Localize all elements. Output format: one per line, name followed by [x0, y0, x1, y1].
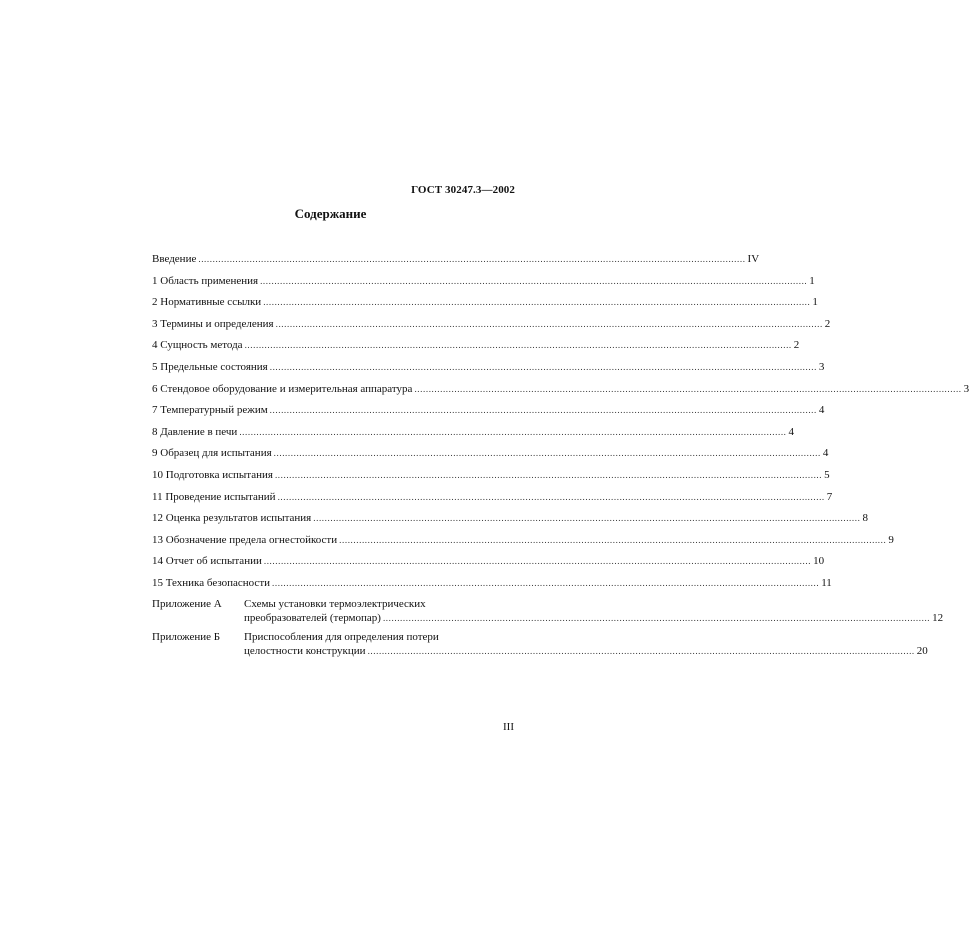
toc-entry-pressure[interactable]: [152, 425, 795, 447]
toc-entry-designation[interactable]: [152, 533, 894, 555]
toc-leader-dots: [198, 252, 745, 266]
toc-leader-dots: [263, 295, 810, 309]
appendix-label: Приложение А: [152, 598, 222, 610]
toc-entry-label: 3 Термины и определения: [152, 317, 274, 330]
toc-entry-label: Введение: [152, 253, 197, 265]
toc-title: Содержание: [294, 206, 367, 221]
toc-entry-label: 6 Стендовое оборудование и измерительная аппаратура: [152, 382, 413, 395]
toc-entry-label: 10 Подготовка испытания: [152, 468, 273, 481]
appendix-page: 20: [916, 645, 928, 657]
toc-leader-dots: [414, 382, 961, 396]
page-number: III: [503, 721, 514, 733]
toc-entry-conducting[interactable]: [152, 490, 833, 512]
toc-entry-page: 4: [788, 425, 795, 438]
toc-entry-page: 4: [822, 447, 829, 460]
toc-entry-page: 2: [793, 339, 800, 352]
appendix-page: 12: [932, 612, 944, 624]
toc-leader-dots: [260, 274, 807, 288]
toc-appendix-b[interactable]: [152, 630, 928, 658]
toc-entry-label: 2 Нормативные ссылки: [152, 296, 262, 309]
toc-entry-limit-states[interactable]: [152, 360, 825, 382]
toc-leader-dots: [239, 425, 786, 439]
toc-leader-dots: [276, 317, 823, 331]
toc-leader-dots: [313, 511, 860, 525]
toc-entry-page: 5: [824, 468, 830, 481]
toc-entry-normative-references[interactable]: [152, 295, 818, 317]
toc-leader-dots: [272, 576, 819, 590]
appendix-label: Приложение Б: [152, 631, 221, 643]
toc-entry-page: 3: [818, 360, 825, 373]
toc-entry-page: 11: [821, 576, 832, 589]
toc-entry-page: 10: [813, 555, 825, 568]
toc-entry-page: 7: [826, 490, 833, 503]
toc-leader-dots: [339, 533, 886, 547]
toc-entry-page: 2: [824, 317, 831, 330]
toc-leader-dots: [368, 644, 915, 658]
toc-entry-label: 13 Обозначение предела огнестойкости: [152, 533, 338, 546]
appendix-title-line2-row: [244, 611, 943, 625]
toc-leader-dots: [275, 468, 822, 482]
toc-entry-evaluation[interactable]: [152, 511, 868, 533]
toc-leader-dots: [274, 446, 821, 460]
toc-entry-label: 4 Сущность метода: [152, 339, 243, 352]
toc-entry-scope[interactable]: [152, 274, 815, 296]
toc-entry-label: 15 Техника безопасности: [152, 576, 271, 589]
toc-entry-label: 8 Давление в печи: [152, 425, 238, 438]
toc-entry-label: 5 Предельные состояния: [152, 360, 268, 373]
toc-entry-label: 14 Отчет об испытании: [152, 555, 262, 568]
toc-leader-dots: [245, 338, 792, 352]
toc-appendix-a[interactable]: [152, 597, 944, 625]
toc-entry-page: 4: [818, 404, 825, 417]
toc-list: [152, 252, 969, 598]
toc-entry-label: 9 Образец для испытания: [152, 447, 272, 460]
toc-entry-page: 1: [809, 274, 815, 287]
toc-entry-label: 12 Оценка результатов испытания: [152, 512, 312, 525]
appendix-title-line2: целостности конструкции: [244, 645, 366, 657]
toc-entry-temperature[interactable]: [152, 403, 825, 425]
toc-entry-page: 1: [812, 296, 818, 309]
toc-leader-dots: [270, 360, 817, 374]
toc-leader-dots: [278, 490, 825, 504]
toc-entry-page: 8: [862, 512, 868, 525]
toc-entry-report[interactable]: [152, 554, 825, 576]
toc-entry-specimen[interactable]: [152, 446, 829, 468]
appendix-body: [244, 630, 928, 658]
toc-entry-terms[interactable]: [152, 317, 831, 339]
toc-entry-label: 7 Температурный режим: [152, 404, 268, 417]
toc-entry-page: 9: [888, 533, 894, 546]
appendix-body: [244, 597, 943, 625]
appendix-title-line1: Схемы установки термоэлектрических: [244, 598, 426, 610]
toc-entry-equipment[interactable]: [152, 382, 969, 404]
appendix-title-line2-row: [244, 644, 928, 658]
toc-entry-page: IV: [747, 253, 760, 265]
toc-entry-introduction[interactable]: [152, 252, 760, 274]
toc-entry-method[interactable]: [152, 338, 800, 360]
toc-entry-page: 3: [963, 382, 969, 395]
toc-leader-dots: [264, 554, 811, 568]
appendix-title-line2: преобразователей (термопар): [244, 612, 381, 624]
toc-entry-safety[interactable]: [152, 576, 832, 598]
standard-code: ГОСТ 30247.3—2002: [411, 184, 515, 196]
toc-entry-preparation[interactable]: [152, 468, 830, 490]
toc-leader-dots: [383, 611, 930, 625]
toc-entry-label: 11 Проведение испытаний: [152, 490, 276, 503]
toc-entry-label: 1 Область применения: [152, 274, 259, 287]
toc-leader-dots: [270, 403, 817, 417]
appendix-title-line1: Приспособления для определения потери: [244, 631, 439, 643]
